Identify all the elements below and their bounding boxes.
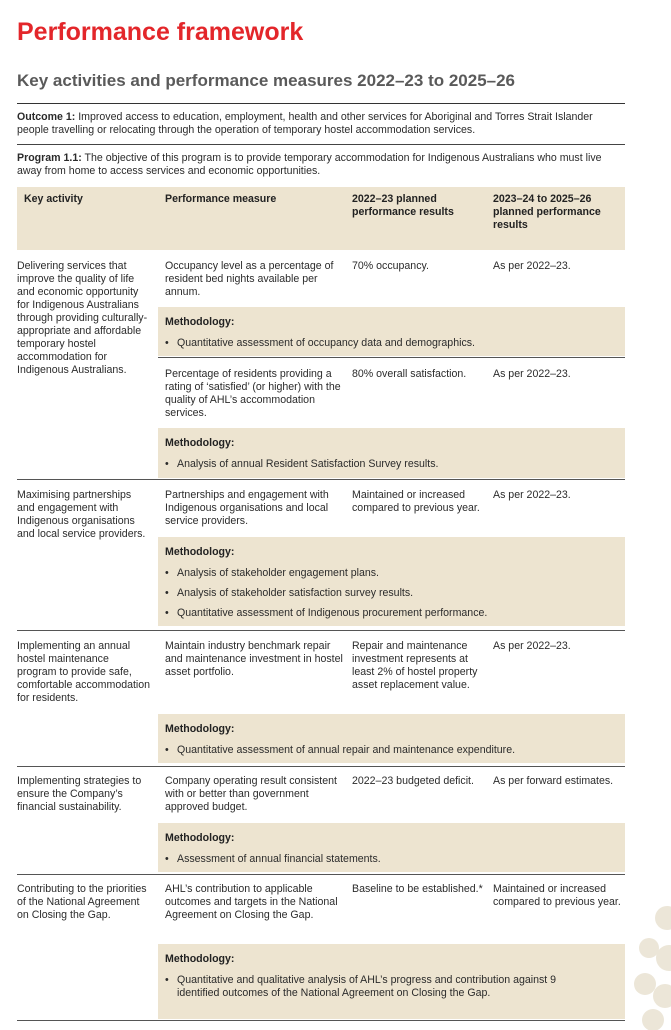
row4-planned: 2022–23 budgeted deficit.: [352, 775, 474, 787]
header-performance-measure: Performance measure: [165, 193, 277, 205]
row5-planned: Baseline to be established.*: [352, 883, 483, 895]
program-text: [17, 152, 617, 178]
row4-methodology: [158, 823, 625, 872]
row2-methodology: [158, 537, 625, 626]
row3-planned: Repair and maintenance investment represents at least 2% of hostel property asset replacement value.: [352, 640, 478, 691]
table-header: [17, 187, 625, 250]
program-description: The objective of this program is to provide temporary accommodation for Indigenous Australians who must live away from home to access services and economic opportunities.: [17, 152, 602, 177]
divider: [17, 144, 625, 145]
row5-measure: AHL’s contribution to applicable outcomes and targets in the National Agreement on Closing the Gap.: [165, 883, 338, 921]
row-divider: [17, 874, 625, 875]
methodology-item: • Analysis of annual Resident Satisfaction Survey results.: [165, 458, 615, 471]
program-label: Program 1.1:: [17, 152, 82, 164]
row1-future2: As per 2022–23.: [493, 368, 571, 380]
outcome-text: [17, 111, 617, 137]
divider: [17, 103, 625, 104]
row1-measure1: Occupancy level as a percentage of resident bed nights available per annum.: [165, 260, 334, 298]
methodology-item: • Analysis of stakeholder satisfaction survey results.: [165, 587, 615, 600]
row-divider: [17, 479, 625, 480]
page-title: Performance framework: [17, 18, 304, 46]
row-divider: [17, 630, 625, 631]
row1-planned1: 70% occupancy.: [352, 260, 429, 272]
methodology-item: • Quantitative assessment of annual repair and maintenance expenditure.: [165, 744, 615, 757]
methodology-item: • Assessment of annual financial statements.: [165, 853, 615, 866]
outcome-label: Outcome 1:: [17, 111, 76, 123]
header-2022-23-results: 2022–23 planned performance results: [352, 193, 454, 218]
methodology-label: Methodology:: [165, 723, 235, 735]
methodology-label: Methodology:: [165, 546, 235, 558]
decorative-dots: [625, 900, 671, 1030]
row3-methodology: [158, 714, 625, 763]
methodology-label: Methodology:: [165, 437, 235, 449]
methodology-item: • Analysis of stakeholder engagement plans.: [165, 567, 615, 580]
row2-future: As per 2022–23.: [493, 489, 571, 501]
methodology-item: • Quantitative assessment of occupancy data and demographics.: [165, 337, 615, 350]
row4-activity: Implementing strategies to ensure the Company’s financial sustainability.: [17, 775, 142, 813]
section-subtitle: Key activities and performance measures 2022–23 to 2025–26: [17, 71, 516, 90]
methodology-item: • Quantitative assessment of Indigenous procurement performance.: [165, 607, 615, 620]
methodology-label: Methodology:: [165, 316, 235, 328]
row2-activity: Maximising partnerships and engagement with Indigenous organisations and local service providers.: [17, 489, 146, 540]
row1-activity: Delivering services that improve the quality of life and economic opportunity for Indigenous Australians through providing culturally-appropriate and affordable temporary hostel accommodation for Indigenous Australians.: [17, 260, 148, 376]
header-key-activity: Key activity: [24, 193, 83, 205]
row1-planned2: 80% overall satisfaction.: [352, 368, 467, 380]
row3-activity: Implementing an annual hostel maintenance program to provide safe, comfortable accommodation for residents.: [17, 640, 151, 704]
row3-future: As per 2022–23.: [493, 640, 571, 652]
row3-measure: Maintain industry benchmark repair and maintenance investment in hostel asset portfolio.: [165, 640, 343, 678]
methodology-label: Methodology:: [165, 832, 235, 844]
row-divider: [158, 357, 625, 358]
row1-future1: As per 2022–23.: [493, 260, 571, 272]
header-2023-26-results: 2023–24 to 2025–26 planned performance results: [493, 193, 601, 231]
row1-methodology1: [158, 307, 625, 356]
row5-future: Maintained or increased compared to previous year.: [493, 883, 621, 908]
outcome-description: Improved access to education, employment, health and other services for Aboriginal and Torres Strait Islander people travelling or relocating through the operation of temporary hostel accommodation services.: [17, 111, 593, 136]
row2-measure: Partnerships and engagement with Indigenous organisations and local service providers.: [165, 489, 329, 527]
methodology-item: • Quantitative and qualitative analysis of AHL’s progress and contribution against 9 identified outcomes of the National Agreement on Closing the Gap.: [165, 974, 595, 1000]
row4-future: As per forward estimates.: [493, 775, 614, 787]
row-divider: [17, 766, 625, 767]
row1-methodology2: [158, 428, 625, 478]
row1-measure2: Percentage of residents providing a rating of ‘satisfied’ (or higher) with the quality of AHL’s accommodation services.: [165, 368, 341, 419]
row4-measure: Company operating result consistent with or better than government approved budget.: [165, 775, 337, 813]
row5-methodology: [158, 944, 625, 1019]
methodology-label: Methodology:: [165, 953, 235, 965]
row5-activity: Contributing to the priorities of the National Agreement on Closing the Gap.: [17, 883, 147, 921]
row2-planned: Maintained or increased compared to previous year.: [352, 489, 480, 514]
row-divider: [17, 1020, 625, 1021]
